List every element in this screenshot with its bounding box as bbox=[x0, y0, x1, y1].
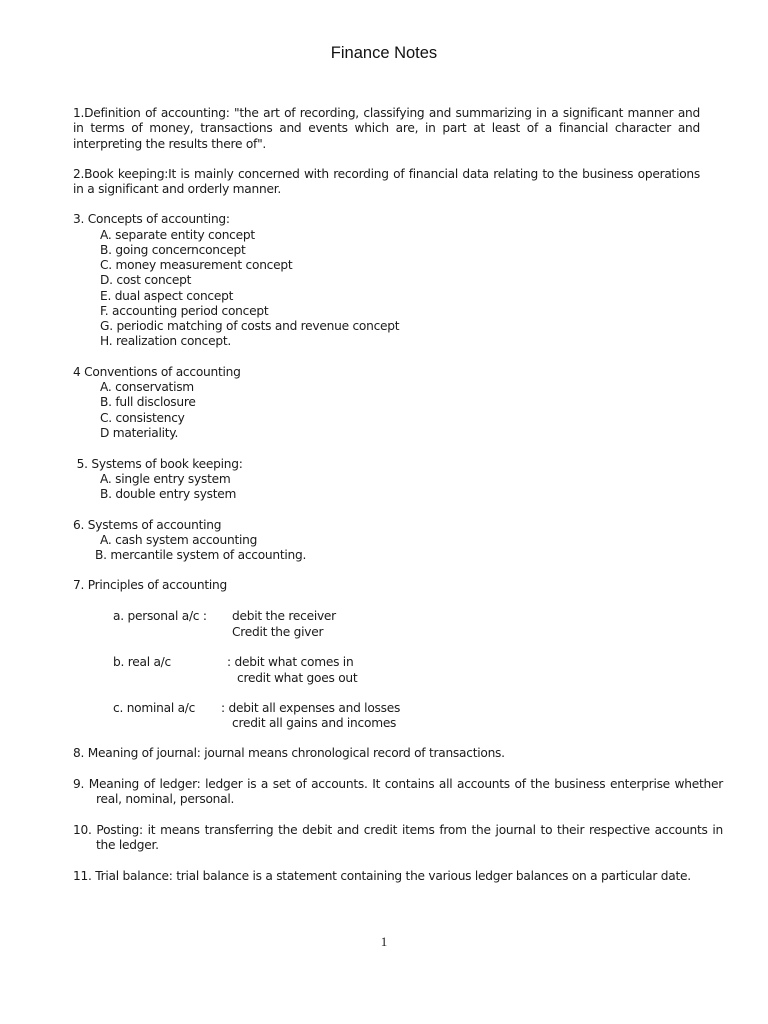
list-item: F. accounting period concept bbox=[100, 304, 269, 318]
rule-label: b. real a/c bbox=[113, 655, 171, 669]
rule-credit: credit what goes out bbox=[237, 671, 358, 685]
definition-paragraph: 1.Definition of accounting: "the art of recording, classifying and summarizing in a significant manner and in terms of money, transactions and events which are, in part at least of a financial character and interpreting the results there of". bbox=[73, 106, 700, 151]
page-title: Finance Notes bbox=[330, 44, 438, 62]
list-item: D. cost concept bbox=[100, 273, 192, 287]
principles-heading: 7. Principles of accounting bbox=[73, 578, 227, 592]
list-item: D materiality. bbox=[100, 426, 179, 440]
rule-label: a. personal a/c : bbox=[113, 609, 207, 623]
rule-label: c. nominal a/c bbox=[113, 701, 196, 715]
ledger-paragraph: 9. Meaning of ledger: ledger is a set of accounts. It contains all accounts of the business enterprise whether real, nominal, personal. bbox=[73, 777, 723, 807]
list-item: E. dual aspect concept bbox=[100, 289, 234, 303]
bookkeeping-systems-heading: 5. Systems of book keeping: bbox=[73, 457, 243, 471]
list-item: H. realization concept. bbox=[100, 334, 231, 348]
list-item: A. separate entity concept bbox=[100, 228, 255, 242]
list-item: C. money measurement concept bbox=[100, 258, 293, 272]
rule-credit: Credit the giver bbox=[232, 625, 324, 639]
list-item: A. conservatism bbox=[100, 380, 194, 394]
list-item: A. single entry system bbox=[100, 472, 231, 486]
rule-debit: : debit all expenses and losses bbox=[221, 701, 401, 715]
journal-paragraph: 8. Meaning of journal: journal means chronological record of transactions. bbox=[73, 746, 505, 760]
page-number: 1 bbox=[380, 934, 388, 949]
list-item: B. going concernconcept bbox=[100, 243, 246, 257]
posting-paragraph: 10. Posting: it means transferring the debit and credit items from the journal to their respective accounts in the ledger. bbox=[73, 823, 723, 853]
conventions-heading: 4 Conventions of accounting bbox=[73, 365, 241, 379]
trial-balance-paragraph: 11. Trial balance: trial balance is a statement containing the various ledger balances on a particular date. bbox=[73, 869, 691, 883]
accounting-systems-heading: 6. Systems of accounting bbox=[73, 518, 222, 532]
list-item: A. cash system accounting bbox=[100, 533, 258, 547]
rule-debit: debit the receiver bbox=[232, 609, 336, 623]
concepts-heading: 3. Concepts of accounting: bbox=[73, 212, 230, 226]
list-item: B. mercantile system of accounting. bbox=[95, 548, 307, 562]
list-item: G. periodic matching of costs and revenue concept bbox=[100, 319, 400, 333]
list-item: C. consistency bbox=[100, 411, 185, 425]
list-item: B. full disclosure bbox=[100, 395, 196, 409]
bookkeeping-paragraph: 2.Book keeping:It is mainly concerned with recording of financial data relating to the business operations in a significant and orderly manner. bbox=[73, 167, 700, 197]
rule-debit: : debit what comes in bbox=[227, 655, 354, 669]
rule-credit: credit all gains and incomes bbox=[232, 716, 397, 730]
list-item: B. double entry system bbox=[100, 487, 237, 501]
